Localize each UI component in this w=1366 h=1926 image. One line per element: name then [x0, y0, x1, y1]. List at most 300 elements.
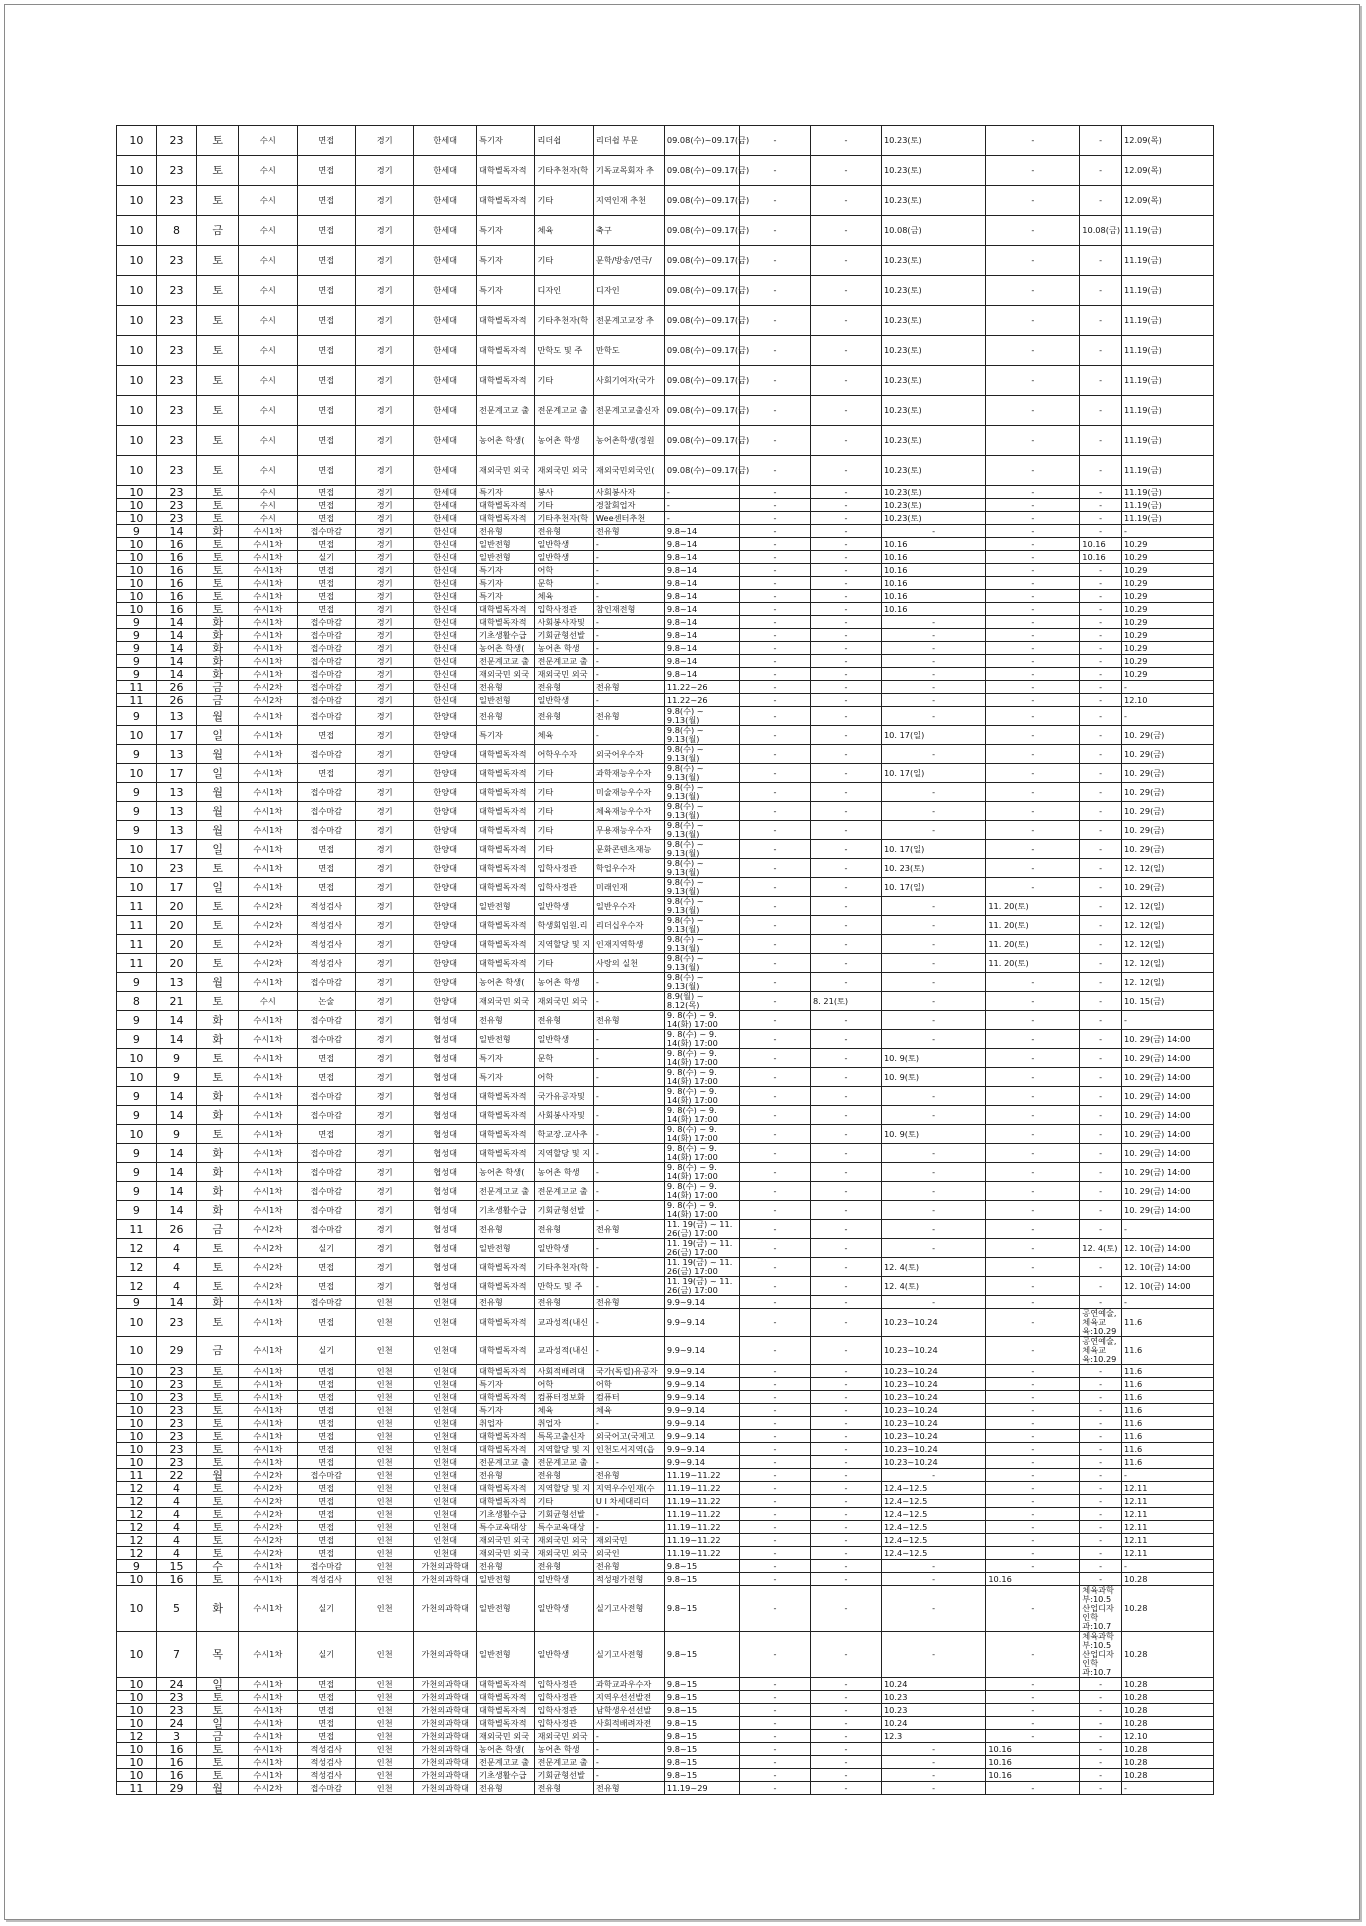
cell-day: 13	[156, 707, 197, 726]
cell-practical-date: -	[1080, 1430, 1122, 1443]
cell-region: 경기	[355, 802, 413, 821]
cell-university: 한양대	[414, 745, 477, 764]
cell-doc-deadline: -	[740, 1220, 811, 1239]
cell-interview-date: 10.23(토)	[881, 276, 985, 306]
cell-result-date: 12.10	[1122, 1730, 1214, 1743]
cell-practical-date: -	[1080, 306, 1122, 336]
cell-month: 9	[117, 1296, 157, 1309]
cell-region: 경기	[355, 726, 413, 745]
cell-university: 한신대	[414, 694, 477, 707]
cell-month: 9	[117, 668, 157, 681]
cell-region: 경기	[355, 426, 413, 456]
cell-university: 한세대	[414, 366, 477, 396]
cell-track-type: 대학별독자적	[477, 1087, 535, 1106]
cell-track-type: 대학별독자적	[477, 499, 535, 512]
cell-track-detail: 전유형	[593, 1220, 664, 1239]
table-row	[117, 1201, 1214, 1220]
cell-event: 접수마감	[297, 642, 355, 655]
cell-round: 수시1차	[239, 878, 297, 897]
cell-aptitude-date: -	[986, 1296, 1080, 1309]
cell-weekday: 금	[197, 216, 239, 246]
cell-day: 4	[156, 1239, 197, 1258]
cell-aptitude-date: -	[986, 1495, 1080, 1508]
cell-aptitude-date: -	[986, 1220, 1080, 1239]
cell-track: 입학사정관	[535, 603, 593, 616]
cell-practical-date: -	[1080, 1011, 1122, 1030]
cell-month: 10	[117, 1586, 157, 1632]
cell-interview-date: 10.23~10.24	[881, 1430, 985, 1443]
cell-aptitude-date: -	[986, 1087, 1080, 1106]
cell-practical-date: 10.16	[1080, 551, 1122, 564]
cell-interview-date: 10.23(토)	[881, 512, 985, 525]
cell-application-period: 9.8~14	[664, 590, 739, 603]
cell-doc-deadline: -	[740, 764, 811, 783]
cell-university: 가천의과학대	[414, 1586, 477, 1632]
cell-weekday: 화	[197, 525, 239, 538]
cell-track-detail: 지역우선선발전	[593, 1691, 664, 1704]
cell-weekday: 목	[197, 1632, 239, 1678]
cell-region: 인천	[355, 1717, 413, 1730]
cell-doc-deadline: -	[740, 426, 811, 456]
table-row	[117, 426, 1214, 456]
cell-event: 면접	[297, 1482, 355, 1495]
cell-track-type: 특기자	[477, 590, 535, 603]
cell-track-type: 특기자	[477, 1068, 535, 1087]
cell-doc-deadline: -	[740, 186, 811, 216]
cell-track-detail: 기독교목회자 추	[593, 156, 664, 186]
cell-practical-date: -	[1080, 1469, 1122, 1482]
cell-day: 4	[156, 1508, 197, 1521]
cell-university: 한세대	[414, 276, 477, 306]
cell-university: 한세대	[414, 156, 477, 186]
cell-doc-deadline: -	[740, 126, 811, 156]
cell-doc-deadline: -	[740, 1443, 811, 1456]
cell-result-date: 10. 29(금) 14:00	[1122, 1106, 1214, 1125]
cell-aptitude-date: -	[986, 681, 1080, 694]
cell-interview-date: 10.23~10.24	[881, 1337, 985, 1365]
cell-aptitude-date: -	[986, 1482, 1080, 1495]
cell-practical-date: -	[1080, 1296, 1122, 1309]
cell-application-period: 9.8~15	[664, 1743, 739, 1756]
cell-doc-deadline: -	[740, 603, 811, 616]
cell-interview-date: 12.4~12.5	[881, 1534, 985, 1547]
table-row	[117, 1378, 1214, 1391]
cell-event: 접수마감	[297, 1011, 355, 1030]
cell-track-type: 재외국민 외국	[477, 1730, 535, 1743]
table-row	[117, 1547, 1214, 1560]
cell-weekday: 월	[197, 1469, 239, 1482]
cell-event: 면접	[297, 1495, 355, 1508]
cell-month: 10	[117, 1049, 157, 1068]
cell-round: 수시1차	[239, 1560, 297, 1573]
cell-day: 23	[156, 512, 197, 525]
cell-university: 한신대	[414, 590, 477, 603]
cell-weekday: 월	[197, 707, 239, 726]
cell-result-date: 11.19(금)	[1122, 456, 1214, 486]
cell-university: 인천대	[414, 1443, 477, 1456]
cell-aptitude-date: -	[986, 1391, 1080, 1404]
cell-aptitude-date: -	[986, 486, 1080, 499]
cell-university: 협성대	[414, 1030, 477, 1049]
cell-interview-date: -	[881, 1469, 985, 1482]
cell-interview-date: 10.23~10.24	[881, 1378, 985, 1391]
cell-interview-date: 10.23(토)	[881, 366, 985, 396]
cell-track-detail: 미술재능우수자	[593, 783, 664, 802]
cell-round: 수시	[239, 512, 297, 525]
cell-result-date: -	[1122, 1782, 1214, 1795]
cell-round: 수시1차	[239, 577, 297, 590]
cell-weekday: 토	[197, 1443, 239, 1456]
cell-interview-date: -	[881, 1586, 985, 1632]
cell-track: 일반학생	[535, 1030, 593, 1049]
cell-round: 수시1차	[239, 1730, 297, 1743]
cell-day: 16	[156, 577, 197, 590]
cell-essay-date: -	[811, 551, 882, 564]
cell-month: 12	[117, 1534, 157, 1547]
cell-track-detail: -	[593, 992, 664, 1011]
cell-region: 인천	[355, 1521, 413, 1534]
cell-region: 인천	[355, 1430, 413, 1443]
cell-application-period: 9.8~15	[664, 1678, 739, 1691]
cell-event: 면접	[297, 426, 355, 456]
cell-weekday: 토	[197, 1309, 239, 1337]
cell-round: 수시2차	[239, 1547, 297, 1560]
cell-track-detail: -	[593, 1337, 664, 1365]
cell-interview-date: 10.23(토)	[881, 246, 985, 276]
cell-month: 10	[117, 764, 157, 783]
cell-track: 일반학생	[535, 1586, 593, 1632]
cell-track-detail: 외국인	[593, 1547, 664, 1560]
cell-track-type: 전유형	[477, 1011, 535, 1030]
cell-track-detail: 지역인재 추천	[593, 186, 664, 216]
cell-doc-deadline: -	[740, 681, 811, 694]
cell-application-period: 9.8~15	[664, 1573, 739, 1586]
cell-application-period: 11.19~11.22	[664, 1469, 739, 1482]
cell-aptitude-date: -	[986, 551, 1080, 564]
cell-interview-date: -	[881, 694, 985, 707]
cell-practical-date: -	[1080, 1049, 1122, 1068]
cell-round: 수시	[239, 992, 297, 1011]
cell-day: 20	[156, 954, 197, 973]
cell-region: 경기	[355, 456, 413, 486]
cell-aptitude-date: -	[986, 1011, 1080, 1030]
cell-aptitude-date: -	[986, 1521, 1080, 1534]
cell-university: 협성대	[414, 1201, 477, 1220]
cell-doc-deadline: -	[740, 821, 811, 840]
cell-application-period: 9.9~9.14	[664, 1309, 739, 1337]
cell-result-date: 12. 12(일)	[1122, 973, 1214, 992]
cell-practical-date: -	[1080, 456, 1122, 486]
table-row	[117, 512, 1214, 525]
cell-practical-date: -	[1080, 1482, 1122, 1495]
cell-event: 접수마감	[297, 973, 355, 992]
cell-aptitude-date: -	[986, 1782, 1080, 1795]
cell-track-detail: 재외국민	[593, 1534, 664, 1547]
cell-event: 적성검사	[297, 1743, 355, 1756]
cell-doc-deadline: -	[740, 396, 811, 426]
cell-track-detail: -	[593, 590, 664, 603]
cell-weekday: 토	[197, 156, 239, 186]
cell-event: 면접	[297, 1547, 355, 1560]
cell-month: 9	[117, 1011, 157, 1030]
cell-day: 16	[156, 551, 197, 564]
cell-application-period: 09.08(수)~09.17(금)	[664, 126, 739, 156]
cell-application-period: 9.8~15	[664, 1704, 739, 1717]
cell-university: 가천의과학대	[414, 1678, 477, 1691]
table-row	[117, 396, 1214, 426]
cell-month: 10	[117, 1704, 157, 1717]
table-row	[117, 486, 1214, 499]
cell-event: 면접	[297, 1391, 355, 1404]
cell-application-period: 09.08(수)~09.17(금)	[664, 426, 739, 456]
cell-practical-date: -	[1080, 897, 1122, 916]
cell-interview-date: 10.23	[881, 1704, 985, 1717]
cell-doc-deadline: -	[740, 1309, 811, 1337]
cell-track: 전문계고교 출	[535, 1756, 593, 1769]
cell-round: 수시1차	[239, 1573, 297, 1586]
cell-interview-date: 10.23(토)	[881, 156, 985, 186]
cell-practical-date: -	[1080, 246, 1122, 276]
cell-aptitude-date: -	[986, 1337, 1080, 1365]
cell-weekday: 토	[197, 577, 239, 590]
cell-weekday: 토	[197, 426, 239, 456]
cell-essay-date: -	[811, 1182, 882, 1201]
cell-event: 적성검사	[297, 1573, 355, 1586]
cell-practical-date: -	[1080, 1704, 1122, 1717]
cell-application-period: 09.08(수)~09.17(금)	[664, 306, 739, 336]
cell-interview-date: -	[881, 802, 985, 821]
cell-track-type: 대학별독자적	[477, 1495, 535, 1508]
cell-university: 인천대	[414, 1482, 477, 1495]
cell-track-detail: -	[593, 1182, 664, 1201]
cell-university: 한신대	[414, 668, 477, 681]
cell-doc-deadline: -	[740, 306, 811, 336]
cell-essay-date: -	[811, 1220, 882, 1239]
cell-application-period: 09.08(수)~09.17(금)	[664, 456, 739, 486]
cell-doc-deadline: -	[740, 1521, 811, 1534]
cell-essay-date: -	[811, 512, 882, 525]
table-row	[117, 694, 1214, 707]
cell-interview-date: 12.4~12.5	[881, 1482, 985, 1495]
cell-essay-date: -	[811, 1087, 882, 1106]
cell-interview-date: 12.4~12.5	[881, 1521, 985, 1534]
cell-result-date: 12.11	[1122, 1495, 1214, 1508]
cell-doc-deadline: -	[740, 726, 811, 745]
cell-day: 16	[156, 1769, 197, 1782]
schedule-rows	[117, 126, 1214, 1795]
cell-track: 기타추천자(학	[535, 306, 593, 336]
cell-interview-date: -	[881, 897, 985, 916]
cell-application-period: 9.8~14	[664, 525, 739, 538]
cell-result-date: 10.29	[1122, 655, 1214, 668]
cell-doc-deadline: -	[740, 668, 811, 681]
cell-region: 경기	[355, 1258, 413, 1277]
cell-round: 수시1차	[239, 1678, 297, 1691]
cell-track: 입학사정관	[535, 878, 593, 897]
cell-track-type: 대학별독자적	[477, 336, 535, 366]
cell-aptitude-date: -	[986, 1717, 1080, 1730]
cell-track: 기타	[535, 821, 593, 840]
cell-event: 면접	[297, 1417, 355, 1430]
cell-application-period: 9.8~14	[664, 564, 739, 577]
table-row	[117, 306, 1214, 336]
cell-essay-date: -	[811, 1508, 882, 1521]
cell-event: 접수마감	[297, 707, 355, 726]
cell-university: 한양대	[414, 897, 477, 916]
cell-round: 수시1차	[239, 1087, 297, 1106]
cell-essay-date: -	[811, 1495, 882, 1508]
cell-region: 경기	[355, 859, 413, 878]
cell-day: 8	[156, 216, 197, 246]
cell-event: 접수마감	[297, 1201, 355, 1220]
cell-track: 기회균형선발	[535, 1769, 593, 1782]
table-row	[117, 642, 1214, 655]
cell-essay-date: -	[811, 707, 882, 726]
cell-event: 면접	[297, 603, 355, 616]
cell-day: 23	[156, 276, 197, 306]
cell-round: 수시1차	[239, 783, 297, 802]
cell-region: 인천	[355, 1469, 413, 1482]
cell-essay-date: -	[811, 1201, 882, 1220]
cell-application-period: 9.8(수) ~ 9.13(월)	[664, 821, 739, 840]
table-row	[117, 1125, 1214, 1144]
cell-doc-deadline: -	[740, 276, 811, 306]
cell-event: 접수마감	[297, 1163, 355, 1182]
cell-doc-deadline: -	[740, 859, 811, 878]
cell-region: 경기	[355, 668, 413, 681]
cell-track-detail: 재외국민외국인(	[593, 456, 664, 486]
cell-application-period: 9.9~9.14	[664, 1417, 739, 1430]
cell-interview-date: -	[881, 1743, 985, 1756]
cell-application-period: 09.08(수)~09.17(금)	[664, 366, 739, 396]
cell-result-date: -	[1122, 525, 1214, 538]
cell-day: 24	[156, 1717, 197, 1730]
cell-region: 경기	[355, 1049, 413, 1068]
cell-track-type: 전문계고교 출	[477, 396, 535, 426]
cell-month: 10	[117, 878, 157, 897]
table-row	[117, 1756, 1214, 1769]
cell-track-type: 대학별독자적	[477, 1691, 535, 1704]
cell-track: 기회균형선발	[535, 1201, 593, 1220]
cell-result-date: 11.19(금)	[1122, 306, 1214, 336]
cell-region: 인천	[355, 1769, 413, 1782]
cell-event: 접수마감	[297, 525, 355, 538]
cell-doc-deadline: -	[740, 1508, 811, 1521]
cell-practical-date: -	[1080, 973, 1122, 992]
cell-region: 인천	[355, 1391, 413, 1404]
cell-weekday: 토	[197, 499, 239, 512]
cell-result-date: 12.09(목)	[1122, 126, 1214, 156]
cell-track: 기회균형선발	[535, 1508, 593, 1521]
cell-track-detail: 문학/방송/연극/	[593, 246, 664, 276]
cell-month: 12	[117, 1508, 157, 1521]
cell-region: 경기	[355, 973, 413, 992]
cell-university: 한신대	[414, 629, 477, 642]
cell-track-detail: -	[593, 1163, 664, 1182]
cell-doc-deadline: -	[740, 897, 811, 916]
cell-round: 수시1차	[239, 764, 297, 783]
cell-month: 9	[117, 973, 157, 992]
cell-weekday: 토	[197, 590, 239, 603]
cell-track-type: 일반전형	[477, 694, 535, 707]
cell-day: 9	[156, 1049, 197, 1068]
cell-doc-deadline: -	[740, 1378, 811, 1391]
cell-doc-deadline: -	[740, 916, 811, 935]
cell-region: 경기	[355, 1011, 413, 1030]
cell-practical-date: -	[1080, 707, 1122, 726]
cell-region: 경기	[355, 499, 413, 512]
cell-event: 면접	[297, 216, 355, 246]
cell-day: 17	[156, 840, 197, 859]
cell-round: 수시	[239, 246, 297, 276]
table-row	[117, 1220, 1214, 1239]
cell-month: 11	[117, 897, 157, 916]
cell-weekday: 토	[197, 1573, 239, 1586]
cell-result-date: 11.19(금)	[1122, 336, 1214, 366]
cell-month: 12	[117, 1521, 157, 1534]
cell-round: 수시1차	[239, 1743, 297, 1756]
cell-aptitude-date: -	[986, 1430, 1080, 1443]
cell-result-date: 12. 10(금) 14:00	[1122, 1239, 1214, 1258]
cell-region: 경기	[355, 992, 413, 1011]
cell-aptitude-date: -	[986, 1508, 1080, 1521]
cell-round: 수시2차	[239, 1521, 297, 1534]
cell-track: 디자인	[535, 276, 593, 306]
cell-application-period: 11. 19(금) ~ 11. 26(금) 17:00	[664, 1239, 739, 1258]
cell-track: 전유형	[535, 525, 593, 538]
cell-result-date: 10.28	[1122, 1769, 1214, 1782]
cell-practical-date: -	[1080, 745, 1122, 764]
cell-practical-date: -	[1080, 1220, 1122, 1239]
cell-aptitude-date: -	[986, 783, 1080, 802]
cell-practical-date: -	[1080, 1691, 1122, 1704]
cell-track-type: 대학별독자적	[477, 1443, 535, 1456]
cell-weekday: 토	[197, 276, 239, 306]
cell-application-period: 11.19~29	[664, 1782, 739, 1795]
cell-interview-date: 12.4~12.5	[881, 1547, 985, 1560]
cell-doc-deadline: -	[740, 538, 811, 551]
table-row	[117, 1239, 1214, 1258]
cell-essay-date: -	[811, 1277, 882, 1296]
cell-interview-date: 12. 4(토)	[881, 1258, 985, 1277]
cell-weekday: 화	[197, 668, 239, 681]
cell-track-detail: 인천도서지역(읍	[593, 1443, 664, 1456]
cell-application-period: 9.8(수) ~ 9.13(월)	[664, 916, 739, 935]
cell-university: 가천의과학대	[414, 1573, 477, 1586]
cell-month: 10	[117, 216, 157, 246]
cell-result-date: 10. 29(금)	[1122, 726, 1214, 745]
cell-region: 인천	[355, 1547, 413, 1560]
cell-track: 기타추천자(학	[535, 512, 593, 525]
cell-result-date: 10. 29(금)	[1122, 802, 1214, 821]
cell-weekday: 토	[197, 1495, 239, 1508]
cell-track-detail: 전문계고교출신자	[593, 396, 664, 426]
cell-practical-date: -	[1080, 764, 1122, 783]
cell-month: 10	[117, 1743, 157, 1756]
cell-track-type: 대학별독자적	[477, 783, 535, 802]
cell-essay-date: -	[811, 216, 882, 246]
cell-university: 한양대	[414, 916, 477, 935]
cell-essay-date: -	[811, 935, 882, 954]
cell-weekday: 금	[197, 694, 239, 707]
cell-round: 수시1차	[239, 1049, 297, 1068]
cell-interview-date: 10.23~10.24	[881, 1443, 985, 1456]
cell-month: 10	[117, 426, 157, 456]
cell-weekday: 토	[197, 126, 239, 156]
cell-weekday: 토	[197, 186, 239, 216]
cell-interview-date: -	[881, 642, 985, 655]
cell-month: 10	[117, 336, 157, 366]
